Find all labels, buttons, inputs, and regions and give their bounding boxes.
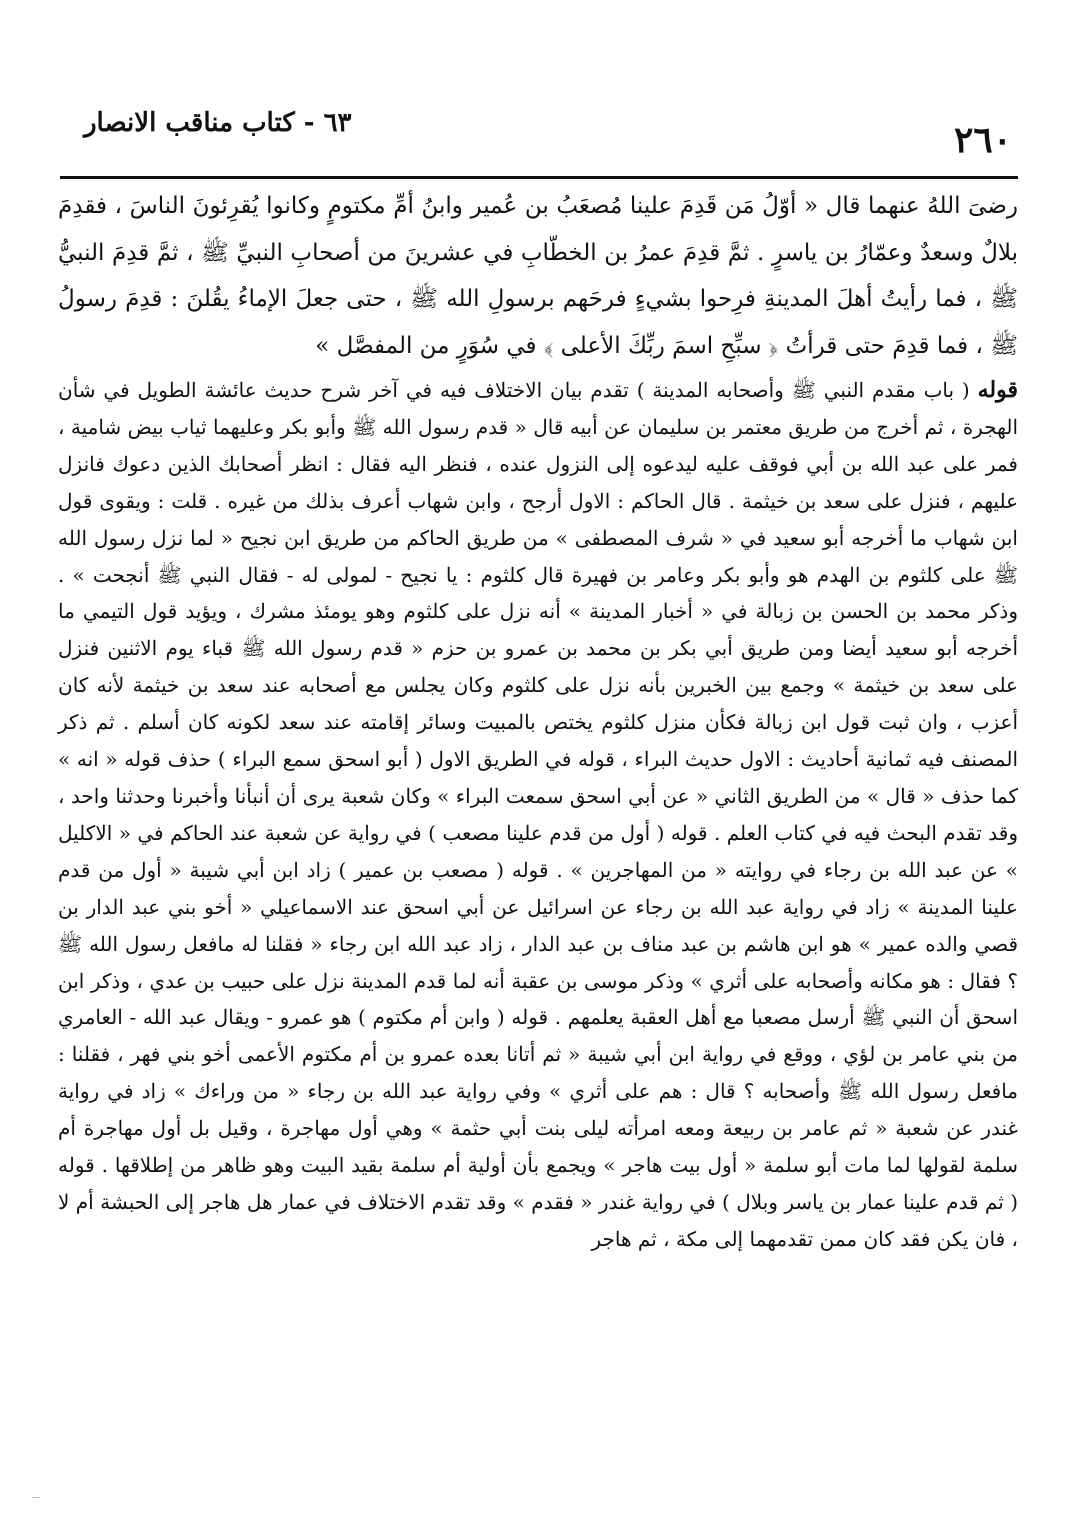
hadith-paragraph: رضىَ اللهُ عنهما قال « أوّلُ مَن قَدِمَ علينا مُصعَبُ بن عُمير وابنُ أمِّ مكتومٍ وكانوا يُقرِئونَ الناسَ ، فقدِمَ بلالٌ وسعدٌ وعمّارُ بن ياسرٍ . ثمَّ قدِمَ عمرُ بن الخطّابِ في عشرينَ من أصحابِ النبيِّ ﷺ ، ثمَّ قدِمَ النبيُّ ﷺ ، فما رأيتُ أهلَ المدينةِ فرِحوا بشيءٍ فرحَهم برسولِ الله ﷺ ، حتى جعلَ الإماءُ يقُلنَ : قدِمَ رسولُ ﷺ ، فما قدِمَ حتى قرأتُ ﴿ سبِّحِ اسمَ ربِّكَ الأعلى ﴾ في سُوَرٍ من المفصَّل » bbox=[58, 193, 1018, 359]
page-header bbox=[60, 108, 1020, 161]
commentary-text: ( باب مقدم النبي ﷺ وأصحابه المدينة ) تقدم بيان الاختلاف فيه في آخر شرح حديث عائشة الطويل في شأن الهجرة ، ثم أخرج من طريق معتمر بن سليمان عن أبيه قال « قدم رسول الله ﷺ وأبو بكر وعليهما ثياب بيض شامية ، فمر على عبد الله بن أبي فوقف عليه ليدعوه إلى النزول عنده ، فنظر اليه فقال : انظر أصحابك الذين دعوك فانزل عليهم ، فنزل على سعد بن خيثمة . قال الحاكم : الاول أرجح ، وابن شهاب أعرف بذلك من غيره . قلت : ويقوى قول ابن شهاب ما أخرجه أبو سعيد في « شرف المصطفى » من طريق الحاكم من طريق ابن نجيح « لما نزل رسول الله ﷺ على كلثوم بن الهدم هو وأبو بكر وعامر بن فهيرة قال كلثوم : يا نجيح - لمولى له - فقال النبي ﷺ أنجحت » . وذكر محمد بن الحسن بن زبالة في « أخبار المدينة » أنه نزل على كلثوم وهو يومئذ مشرك ، ويؤيد قول التيمي ما أخرجه أبو سعيد أيضا ومن طريق أبي بكر بن محمد بن عمرو بن حزم « قدم رسول الله ﷺ قباء يوم الاثنين فنزل على سعد بن خيثمة » وجمع بين الخبرين بأنه نزل على كلثوم وكان يجلس مع أصحابه عند سعد بن خيثمة لأنه كان أعزب ، وان ثبت قول ابن زبالة فكأن منزل كلثوم يختص بالمبيت وسائر إقامته عند سعد لكونه كان أسلم . ثم ذكر المصنف فيه ثمانية أحاديث : الاول حديث البراء ، قوله في الطريق الاول ( أبو اسحق سمع البراء ) حذف قوله « انه » كما حذف « قال » من الطريق الثاني « عن أبي اسحق سمعت البراء » وكان شعبة يرى أن أنبأنا وأخبرنا وحدثنا واحد ، وقد تقدم البحث فيه في كتاب العلم . قوله ( أول من قدم علينا مصعب ) في رواية عن شعبة عند الحاكم في « الاكليل » عن عبد الله بن رجاء في روايته « من المهاجرين » . قوله ( مصعب بن عمير ) زاد ابن أبي شيبة « أول من قدم علينا المدينة » زاد في رواية عبد الله بن رجاء عن اسرائيل عن أبي اسحق عند الاسماعيلي « أخو بني عبد الدار بن قصي والده عمير » هو ابن هاشم بن عبد مناف بن عبد الدار ، زاد عبد الله ابن رجاء « فقلنا له مافعل رسول الله ﷺ ؟ فقال : هو مكانه وأصحابه على أثري » وذكر موسى بن عقبة أنه لما قدم المدينة نزل على حبيب بن عدي ، وذكر ابن اسحق أن النبي ﷺ أرسل مصعبا مع أهل العقبة يعلمهم . قوله ( وابن أم مكتوم ) هو عمرو - ويقال عبد الله - العامري من بني عامر بن لؤي ، ووقع في رواية ابن أبي شيبة « ثم أتانا بعده عمرو بن أم مكتوم الأعمى أخو بني فهر ، فقلنا : مافعل رسول الله ﷺ وأصحابه ؟ قال : هم على أثري » وفي رواية عبد الله بن رجاء « من وراءك » زاد في رواية غندر عن شعبة « ثم عامر بن ربيعة ومعه امرأته ليلى بنت أبي حثمة » وهي أول مهاجرة ، وقيل بل أول مهاجرة أم سلمة لقولها لما مات أبو سلمة « أول بيت هاجر » ويجمع بأن أولية أم سلمة بقيد البيت وهو ظاهر من إطلاقها . قوله ( ثم قدم علينا عمار بن ياسر وبلال ) في رواية غندر « فقدم » وقد تقدم الاختلاف في عمار هل هاجر إلى الحبشة أم لا ، فان يكن فقد كان ممن تقدمهما إلى مكة ، ثم هاجر bbox=[58, 378, 1019, 1251]
margin-mark bbox=[32, 1497, 40, 1498]
page-number: ٢٦٠ bbox=[953, 119, 1012, 161]
header-rule bbox=[60, 176, 1018, 179]
running-title: ٦٣ - كتاب مناقب الانصار bbox=[84, 108, 352, 138]
hadith-text-block bbox=[58, 183, 1018, 369]
commentary-paragraph bbox=[58, 372, 1018, 1258]
commentary-block bbox=[58, 372, 1018, 1258]
commentary-lead-word: قوله bbox=[977, 377, 1018, 403]
